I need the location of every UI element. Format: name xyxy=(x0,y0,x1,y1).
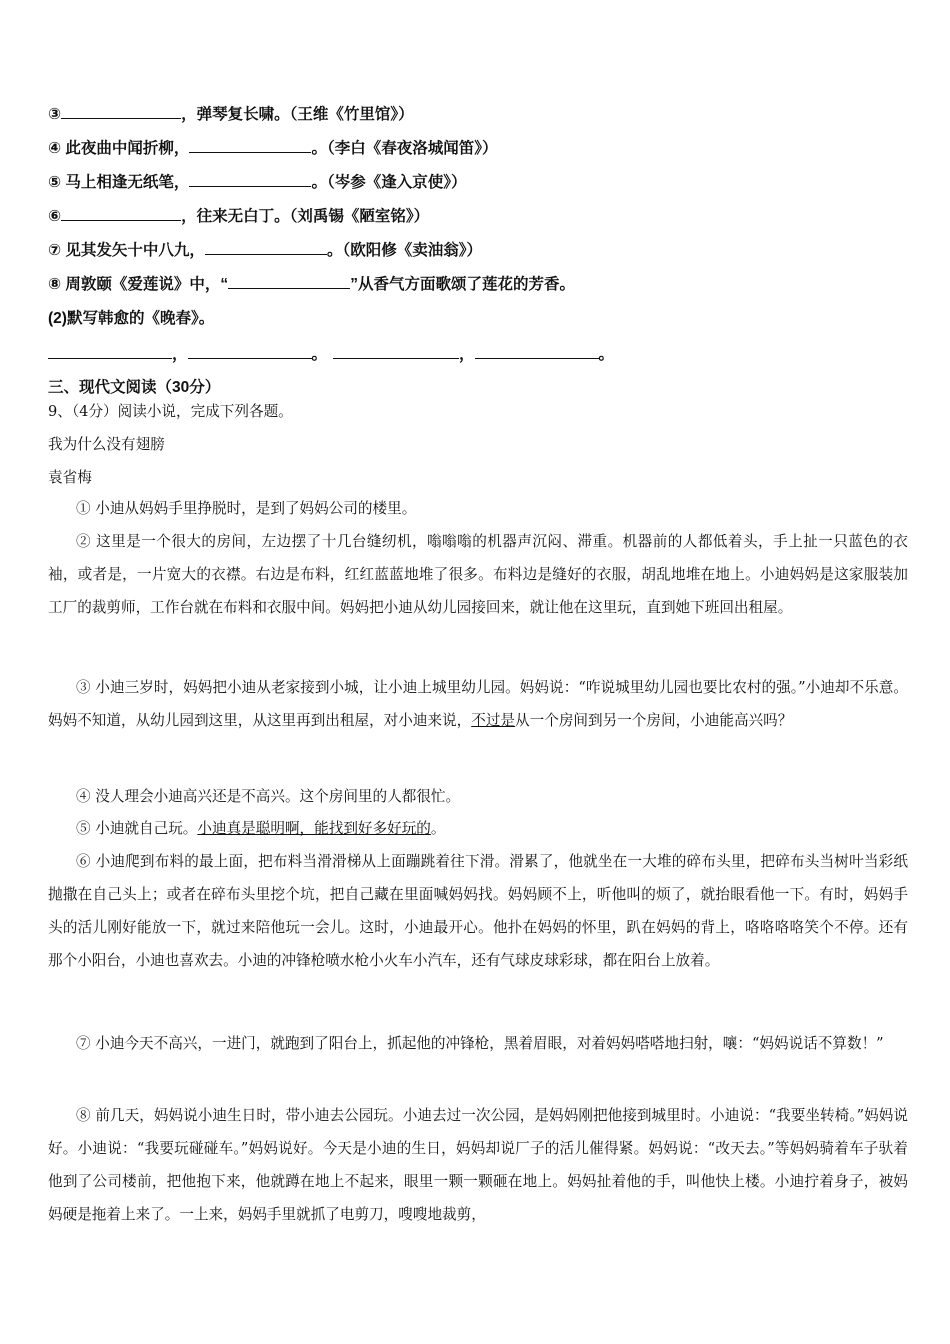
underlined-phrase: 不过是 xyxy=(471,712,516,729)
underlined-sentence: 小迪真是聪明啊，能找到好多好玩的 xyxy=(197,820,431,837)
story-title: 我为什么没有翅膀 xyxy=(48,436,165,453)
wanchun-answer-line xyxy=(48,342,614,364)
q7-tail: 。（欧阳修《卖油翁》） xyxy=(326,242,482,259)
q7-head: ⑦ 见其发矢十中八九， xyxy=(48,242,205,259)
separator: ， xyxy=(172,346,188,363)
paragraph-1: ① 小迪从妈妈手里挣脱时，是到了妈妈公司的楼里。 xyxy=(76,500,417,517)
answer-blank xyxy=(205,240,327,255)
question-9: 9、（4分）阅读小说，完成下列各题。 xyxy=(48,403,293,420)
q5-tail: 。（岑参《逢入京使》） xyxy=(311,174,467,191)
answer-blank xyxy=(189,138,311,153)
poem-line-8 xyxy=(48,272,575,294)
q6-marker: ⑥ xyxy=(48,208,62,225)
paragraph-5-text: ⑤ 小迪就自己玩。 xyxy=(76,820,198,837)
section-title: 三、现代文阅读（30分） xyxy=(48,379,221,396)
paragraph-6: ⑥ 小迪爬到布料的最上面，把布料当滑滑梯从上面蹦跳着往下滑。滑累了，他就坐在一大堆的碎布头里，把碎布头当树叶当彩纸抛撒在自己头上；或者在碎布头里挖个坑，把自己藏在里面喊妈妈找。妈妈顾不上，听他叫的烦了，就抬眼看他一下。有时，妈妈手头的活儿刚好能放一下，就过来陪他玩一会儿。这时，小迪最开心。他扑在妈妈的怀里，趴在妈妈的背上，咯咯咯咯笑个不停。还有那个小阳台，小迪也喜欢去。小迪的冲锋枪喷水枪小火车小汽车，还有气球皮球彩球，都在阳台上放着。 xyxy=(48,853,908,969)
poem-line-3 xyxy=(48,102,414,124)
q8-head: ⑧ 周敦颐《爱莲说》中，“ xyxy=(48,276,229,293)
poem-line-5 xyxy=(48,170,466,192)
q4-tail: 。（李白《春夜洛城闻笛》） xyxy=(311,140,498,157)
answer-blank xyxy=(48,344,172,359)
paragraph-7: ⑦ 小迪今天不高兴，一进门，就跑到了阳台上，抓起他的冲锋枪，黑着眉眼，对着妈妈嗒嗒地扫射，嚷：“妈妈说话不算数！” xyxy=(76,1035,884,1052)
paragraph-2: ② 这里是一个很大的房间，左边摆了十几台缝纫机，嗡嗡嗡的机器声沉闷、滞重。机器前的人都低着头，手上扯一只蓝色的衣袖，或者是，一片宽大的衣襟。右边是布料，红红蓝蓝地堆了很多。布料边是缝好的衣服，胡乱地堆在地上。小迪妈妈是这家服装加工厂的裁剪师，工作台就在布料和衣服中间。妈妈把小迪从幼儿园接回来，就让他在这里玩，直到她下班回出租屋。 xyxy=(48,533,908,616)
poem-line-4 xyxy=(48,136,497,158)
paragraph-3-text: ③ 小迪三岁时，妈妈把小迪从老家接到小城，让小迪上城里幼儿园。妈妈说：“咋说城里幼儿园也要比农村的强。”小迪却不乐意。妈妈不知道，从幼儿园到这里，从这里再到出租屋，对小迪来说， xyxy=(48,679,908,729)
answer-blank xyxy=(475,344,599,359)
answer-blank xyxy=(61,104,181,119)
paragraph-3 xyxy=(48,671,908,737)
paragraph-8: ⑧ 前几天，妈妈说小迪生日时，带小迪去公园玩。小迪去过一次公园，是妈妈刚把他接到城里时。小迪说：“我要坐转椅。”妈妈说好。小迪说：“我要玩碰碰车。”妈妈说好。今天是小迪的生日，妈妈却说厂子的活儿催得紧。妈妈说：“改天去。”等妈妈骑着车子驮着他到了公司楼前，把他抱下来，他就蹲在地上不起来，眼里一颗一颗砸在地上。妈妈扯着他的手，叫他快上楼。小迪拧着身子，被妈妈硬是拖着上来了。一上来，妈妈手里就抓了电剪刀，嗖嗖地裁剪， xyxy=(48,1107,908,1223)
poem-question-2: (2)默写韩愈的《晚春》。 xyxy=(48,310,215,327)
answer-blank xyxy=(188,344,312,359)
q6-text: ，往来无白丁。（刘禹锡《陋室铭》） xyxy=(181,208,430,225)
answer-blank xyxy=(61,206,181,221)
q8-tail: ”从香气方面歌颂了莲花的芳香。 xyxy=(350,276,575,293)
separator: 。 xyxy=(311,346,328,363)
q4-head: ④ 此夜曲中闻折柳， xyxy=(48,140,190,157)
answer-blank xyxy=(189,172,311,187)
answer-blank xyxy=(228,274,350,289)
q5-head: ⑤ 马上相逢无纸笔， xyxy=(48,174,190,191)
q3-text: ，弹琴复长啸。（王维《竹里馆》） xyxy=(181,106,414,123)
q3-marker: ③ xyxy=(48,106,62,123)
paragraph-5-end: 。 xyxy=(430,820,446,837)
separator: 。 xyxy=(598,346,615,363)
poem-line-6 xyxy=(48,204,429,226)
answer-blank xyxy=(333,344,459,359)
paragraph-3-text-end: 从一个房间到另一个房间，小迪能高兴吗？ xyxy=(515,712,793,729)
separator: ， xyxy=(459,346,475,363)
paragraph-4: ④ 没人理会小迪高兴还是不高兴。这个房间里的人都很忙。 xyxy=(76,788,461,805)
poem-line-7 xyxy=(48,238,482,260)
story-author: 袁省梅 xyxy=(48,469,92,486)
paragraph-5 xyxy=(48,812,908,845)
